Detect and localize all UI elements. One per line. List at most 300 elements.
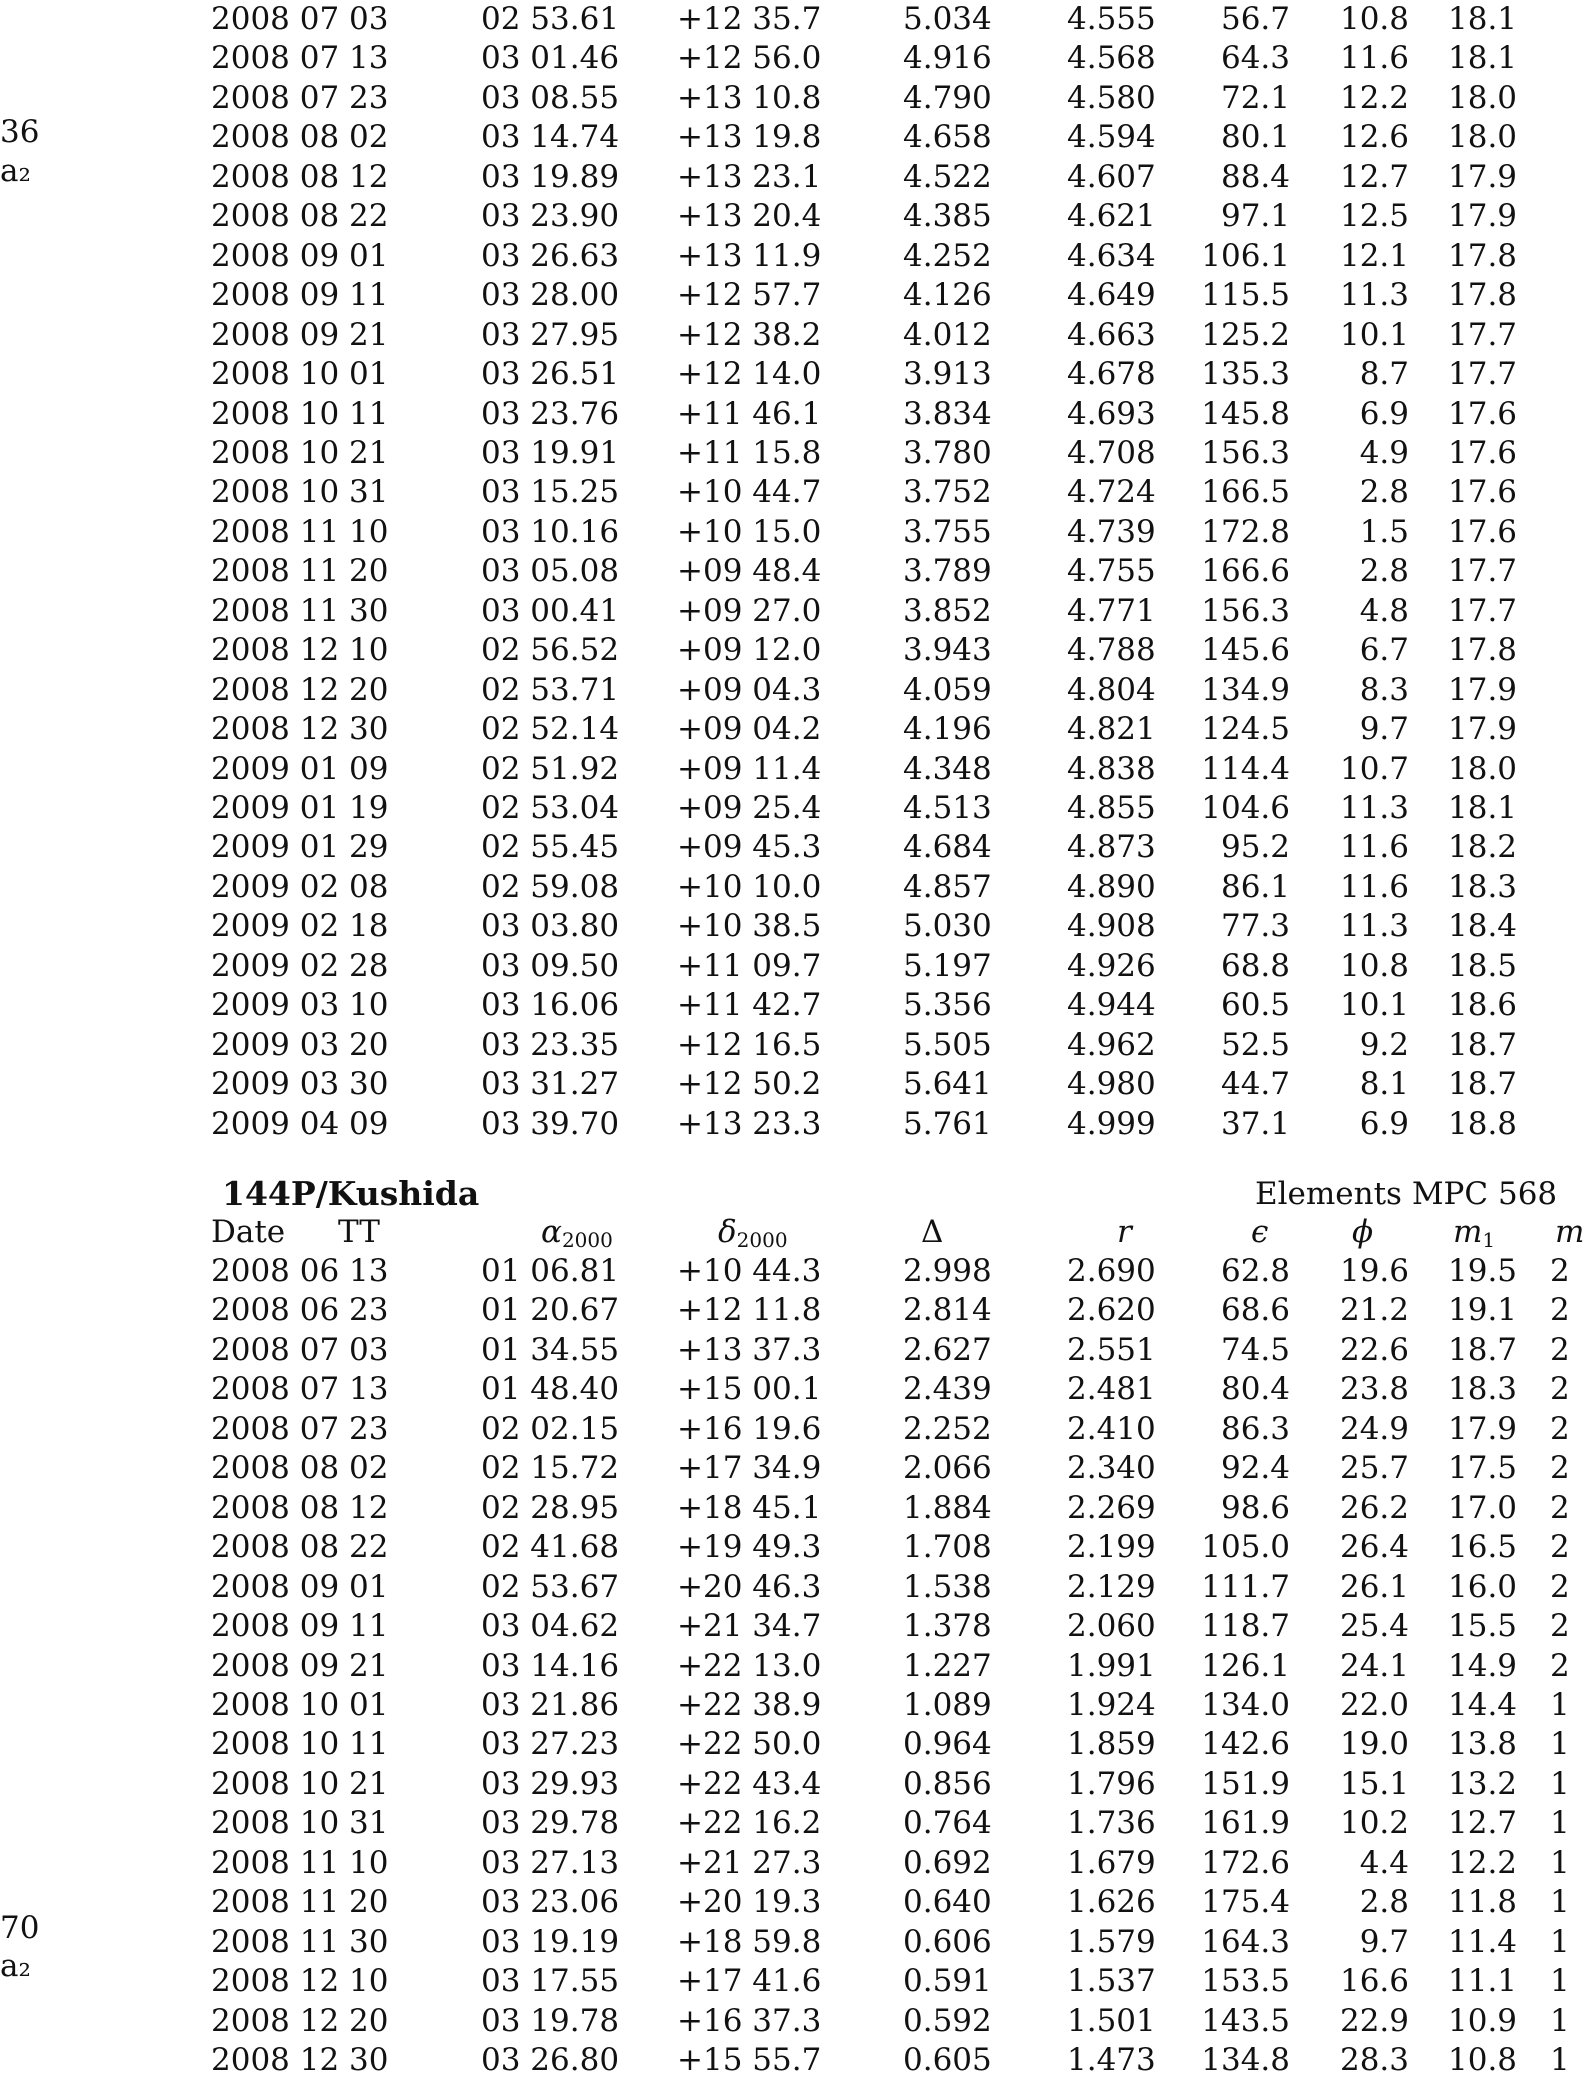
cell-elongation: 134.9 bbox=[1201, 671, 1290, 708]
cell-m1: 18.3 bbox=[1448, 1371, 1518, 1408]
cell-ra: 03 23.90 bbox=[481, 198, 620, 235]
table-row bbox=[0, 275, 1568, 315]
cell-delta: 2.066 bbox=[903, 1450, 992, 1487]
cell-dec: +11 46.1 bbox=[677, 395, 822, 432]
cell-date: 2008 09 21 bbox=[211, 316, 389, 353]
cell-r: 4.788 bbox=[1067, 632, 1156, 669]
cell-date: 2008 07 23 bbox=[211, 79, 389, 116]
cell-delta: 4.252 bbox=[903, 237, 992, 274]
table-row bbox=[0, 1488, 1568, 1528]
cell-ra: 03 19.91 bbox=[481, 434, 620, 471]
cell-elongation: 143.5 bbox=[1201, 2002, 1290, 2039]
cell-r: 1.859 bbox=[1067, 1726, 1156, 1763]
cell-ra: 03 27.23 bbox=[481, 1726, 620, 1763]
table-row bbox=[0, 78, 1568, 118]
cell-m2: 2 bbox=[1550, 1450, 1570, 1487]
cell-m1: 15.5 bbox=[1448, 1608, 1518, 1645]
cell-m1: 18.8 bbox=[1448, 1105, 1518, 1142]
cell-r: 2.410 bbox=[1067, 1410, 1156, 1447]
cell-phase: 21.2 bbox=[1339, 1292, 1409, 1329]
cell-r: 4.962 bbox=[1067, 1026, 1156, 1063]
cell-delta: 0.964 bbox=[903, 1726, 992, 1763]
cell-elongation: 134.0 bbox=[1201, 1686, 1290, 1723]
cell-r: 1.796 bbox=[1067, 1765, 1156, 1802]
cell-elongation: 98.6 bbox=[1220, 1489, 1290, 1526]
table-row bbox=[0, 1025, 1568, 1065]
cell-ra: 03 26.51 bbox=[481, 356, 620, 393]
cell-m2: 1 bbox=[1550, 2002, 1570, 2039]
cell-ra: 01 34.55 bbox=[481, 1331, 620, 1368]
cell-date: 2008 08 02 bbox=[211, 1450, 389, 1487]
cell-ra: 03 10.16 bbox=[481, 513, 620, 550]
cell-elongation: 145.8 bbox=[1201, 395, 1290, 432]
margin-note: a₂ bbox=[0, 153, 31, 189]
cell-phase: 10.2 bbox=[1339, 1805, 1409, 1842]
cell-delta: 4.658 bbox=[903, 119, 992, 156]
cell-delta: 5.034 bbox=[903, 1, 992, 37]
cell-delta: 4.348 bbox=[903, 750, 992, 787]
cell-ra: 01 20.67 bbox=[481, 1292, 620, 1329]
cell-m1: 17.9 bbox=[1448, 198, 1518, 235]
cell-dec: +13 11.9 bbox=[677, 237, 822, 274]
cell-date: 2008 10 21 bbox=[211, 434, 389, 471]
cell-delta: 1.378 bbox=[903, 1608, 992, 1645]
cell-phase: 16.6 bbox=[1339, 1963, 1409, 2000]
header-m2: m bbox=[1555, 1214, 1584, 1250]
cell-ra: 03 21.86 bbox=[481, 1686, 620, 1723]
table-row bbox=[0, 1104, 1568, 1144]
cell-ra: 03 15.25 bbox=[481, 474, 620, 511]
cell-delta: 4.012 bbox=[903, 316, 992, 353]
cell-dec: +10 38.5 bbox=[677, 908, 822, 945]
cell-ra: 03 16.06 bbox=[481, 987, 620, 1024]
cell-r: 2.481 bbox=[1067, 1371, 1156, 1408]
cell-date: 2009 03 30 bbox=[211, 1066, 389, 1103]
cell-ra: 03 00.41 bbox=[481, 592, 620, 629]
cell-delta: 3.780 bbox=[903, 434, 992, 471]
cell-dec: +16 19.6 bbox=[677, 1410, 822, 1447]
cell-elongation: 60.5 bbox=[1220, 987, 1290, 1024]
cell-date: 2009 02 18 bbox=[211, 908, 389, 945]
header-ra-symbol: α bbox=[541, 1214, 562, 1250]
cell-delta: 1.089 bbox=[903, 1686, 992, 1723]
cell-phase: 24.1 bbox=[1339, 1647, 1409, 1684]
table-row bbox=[0, 1064, 1568, 1104]
cell-m1: 18.2 bbox=[1448, 829, 1518, 866]
cell-m1: 14.9 bbox=[1448, 1647, 1518, 1684]
cell-ra: 03 05.08 bbox=[481, 553, 620, 590]
margin-note: 36 bbox=[0, 114, 40, 150]
cell-phase: 8.7 bbox=[1359, 356, 1409, 393]
table-row bbox=[0, 472, 1568, 512]
cell-m1: 13.2 bbox=[1448, 1765, 1518, 1802]
cell-elongation: 86.1 bbox=[1220, 868, 1290, 905]
cell-elongation: 37.1 bbox=[1220, 1105, 1290, 1142]
header-delta: Δ bbox=[921, 1214, 944, 1250]
cell-delta: 4.059 bbox=[903, 671, 992, 708]
cell-elongation: 142.6 bbox=[1201, 1726, 1290, 1763]
cell-ra: 03 39.70 bbox=[481, 1105, 620, 1142]
cell-r: 2.620 bbox=[1067, 1292, 1156, 1329]
cell-m1: 10.9 bbox=[1448, 2002, 1518, 2039]
table-row bbox=[0, 1290, 1568, 1330]
cell-elongation: 62.8 bbox=[1220, 1253, 1290, 1289]
cell-phase: 26.1 bbox=[1339, 1568, 1409, 1605]
cell-phase: 23.8 bbox=[1339, 1371, 1409, 1408]
cell-m1: 17.9 bbox=[1448, 158, 1518, 195]
cell-date: 2009 02 08 bbox=[211, 868, 389, 905]
cell-delta: 0.640 bbox=[903, 1884, 992, 1921]
cell-dec: +18 45.1 bbox=[677, 1489, 822, 1526]
cell-ra: 03 03.80 bbox=[481, 908, 620, 945]
cell-ra: 03 31.27 bbox=[481, 1066, 620, 1103]
cell-phase: 28.3 bbox=[1339, 2042, 1409, 2078]
cell-r: 4.634 bbox=[1067, 237, 1156, 274]
table-row bbox=[0, 1606, 1568, 1646]
cell-m2: 1 bbox=[1550, 1963, 1570, 2000]
cell-dec: +13 23.3 bbox=[677, 1105, 822, 1142]
table-row bbox=[0, 1330, 1568, 1370]
cell-date: 2008 08 12 bbox=[211, 158, 389, 195]
cell-phase: 11.3 bbox=[1339, 790, 1409, 826]
header-r: r bbox=[1117, 1214, 1132, 1250]
cell-dec: +12 16.5 bbox=[677, 1026, 822, 1063]
table-row bbox=[0, 1922, 1568, 1962]
header-dec-symbol: δ bbox=[718, 1214, 737, 1250]
cell-r: 4.926 bbox=[1067, 947, 1156, 984]
cell-date: 2008 12 10 bbox=[211, 632, 389, 669]
cell-m1: 17.8 bbox=[1448, 277, 1518, 314]
cell-m1: 17.6 bbox=[1448, 513, 1518, 550]
cell-m2: 2 bbox=[1550, 1608, 1570, 1645]
cell-elongation: 68.6 bbox=[1220, 1292, 1290, 1329]
cell-elongation: 77.3 bbox=[1220, 908, 1290, 945]
cell-phase: 10.1 bbox=[1339, 316, 1409, 353]
cell-delta: 3.789 bbox=[903, 553, 992, 590]
cell-phase: 2.8 bbox=[1359, 474, 1409, 511]
cell-elongation: 156.3 bbox=[1201, 592, 1290, 629]
cell-dec: +09 25.4 bbox=[677, 790, 822, 826]
cell-dec: +21 34.7 bbox=[677, 1608, 822, 1645]
cell-phase: 10.8 bbox=[1339, 1, 1409, 37]
cell-ra: 02 28.95 bbox=[481, 1489, 620, 1526]
cell-m1: 18.0 bbox=[1448, 750, 1518, 787]
cell-m1: 19.1 bbox=[1448, 1292, 1518, 1329]
cell-delta: 4.790 bbox=[903, 79, 992, 116]
cell-r: 1.736 bbox=[1067, 1805, 1156, 1842]
cell-r: 1.679 bbox=[1067, 1844, 1156, 1881]
table-row bbox=[0, 1567, 1568, 1607]
cell-phase: 12.7 bbox=[1339, 158, 1409, 195]
table-row bbox=[0, 38, 1568, 78]
cell-ra: 02 51.92 bbox=[481, 750, 620, 787]
cell-m1: 11.4 bbox=[1448, 1923, 1518, 1960]
cell-dec: +20 46.3 bbox=[677, 1568, 822, 1605]
table-row bbox=[0, 670, 1568, 710]
table-row bbox=[0, 749, 1568, 789]
table-row bbox=[0, 630, 1568, 670]
cell-date: 2009 01 19 bbox=[211, 790, 389, 826]
cell-dec: +09 48.4 bbox=[677, 553, 822, 590]
cell-ra: 03 29.93 bbox=[481, 1765, 620, 1802]
cell-m1: 16.5 bbox=[1448, 1529, 1518, 1566]
cell-elongation: 172.6 bbox=[1201, 1844, 1290, 1881]
cell-m1: 17.8 bbox=[1448, 237, 1518, 274]
cell-phase: 22.0 bbox=[1339, 1686, 1409, 1723]
cell-dec: +13 19.8 bbox=[677, 119, 822, 156]
cell-elongation: 166.6 bbox=[1201, 553, 1290, 590]
cell-phase: 4.8 bbox=[1359, 592, 1409, 629]
cell-delta: 5.641 bbox=[903, 1066, 992, 1103]
cell-ra: 03 19.89 bbox=[481, 158, 620, 195]
cell-delta: 2.627 bbox=[903, 1331, 992, 1368]
cell-m1: 10.8 bbox=[1448, 2042, 1518, 2078]
cell-m1: 17.6 bbox=[1448, 474, 1518, 511]
cell-r: 1.579 bbox=[1067, 1923, 1156, 1960]
cell-delta: 0.606 bbox=[903, 1923, 992, 1960]
cell-phase: 2.8 bbox=[1359, 1884, 1409, 1921]
cell-m1: 17.0 bbox=[1448, 1489, 1518, 1526]
cell-m1: 17.9 bbox=[1448, 671, 1518, 708]
table-row bbox=[0, 1764, 1568, 1804]
cell-m2: 2 bbox=[1550, 1253, 1570, 1289]
cell-delta: 3.755 bbox=[903, 513, 992, 550]
cell-ra: 03 23.06 bbox=[481, 1884, 620, 1921]
cell-m2: 2 bbox=[1550, 1410, 1570, 1447]
cell-elongation: 105.0 bbox=[1201, 1529, 1290, 1566]
header-m1-sub: 1 bbox=[1482, 1228, 1496, 1252]
cell-m1: 17.7 bbox=[1448, 553, 1518, 590]
table-row bbox=[0, 157, 1568, 197]
cell-m1: 17.5 bbox=[1448, 1450, 1518, 1487]
cell-m2: 1 bbox=[1550, 1923, 1570, 1960]
cell-r: 4.804 bbox=[1067, 671, 1156, 708]
cell-r: 4.999 bbox=[1067, 1105, 1156, 1142]
table-row bbox=[0, 551, 1568, 591]
cell-delta: 3.913 bbox=[903, 356, 992, 393]
cell-date: 2008 08 12 bbox=[211, 1489, 389, 1526]
cell-date: 2008 08 22 bbox=[211, 1529, 389, 1566]
cell-m1: 17.7 bbox=[1448, 592, 1518, 629]
cell-ra: 02 15.72 bbox=[481, 1450, 620, 1487]
cell-date: 2008 11 10 bbox=[211, 513, 389, 550]
cell-dec: +09 45.3 bbox=[677, 829, 822, 866]
cell-ra: 03 19.78 bbox=[481, 2002, 620, 2039]
cell-date: 2008 10 01 bbox=[211, 356, 389, 393]
cell-m1: 18.7 bbox=[1448, 1066, 1518, 1103]
cell-dec: +22 43.4 bbox=[677, 1765, 822, 1802]
cell-elongation: 95.2 bbox=[1220, 829, 1290, 866]
cell-r: 4.607 bbox=[1067, 158, 1156, 195]
cell-delta: 5.030 bbox=[903, 908, 992, 945]
cell-date: 2008 06 23 bbox=[211, 1292, 389, 1329]
cell-r: 1.501 bbox=[1067, 2002, 1156, 2039]
cell-date: 2008 08 22 bbox=[211, 198, 389, 235]
cell-ra: 03 23.76 bbox=[481, 395, 620, 432]
table-row bbox=[0, 1882, 1568, 1922]
table-row bbox=[0, 1843, 1568, 1883]
cell-delta: 0.591 bbox=[903, 1963, 992, 2000]
cell-ra: 03 08.55 bbox=[481, 79, 620, 116]
cell-ra: 02 41.68 bbox=[481, 1529, 620, 1566]
cell-m1: 12.2 bbox=[1448, 1844, 1518, 1881]
cell-date: 2008 10 31 bbox=[211, 474, 389, 511]
cell-dec: +12 14.0 bbox=[677, 356, 822, 393]
cell-date: 2008 11 20 bbox=[211, 553, 389, 590]
table-row bbox=[0, 394, 1568, 434]
cell-phase: 2.8 bbox=[1359, 553, 1409, 590]
cell-r: 1.626 bbox=[1067, 1884, 1156, 1921]
cell-m1: 17.9 bbox=[1448, 711, 1518, 748]
cell-elongation: 44.7 bbox=[1220, 1066, 1290, 1103]
cell-ra: 03 28.00 bbox=[481, 277, 620, 314]
header-tt: TT bbox=[338, 1214, 380, 1250]
cell-dec: +10 44.3 bbox=[677, 1253, 822, 1289]
cell-elongation: 175.4 bbox=[1201, 1884, 1290, 1921]
cell-r: 4.555 bbox=[1067, 1, 1156, 37]
cell-phase: 10.1 bbox=[1339, 987, 1409, 1024]
cell-dec: +11 09.7 bbox=[677, 947, 822, 984]
cell-m2: 2 bbox=[1550, 1529, 1570, 1566]
cell-dec: +22 38.9 bbox=[677, 1686, 822, 1723]
cell-r: 2.269 bbox=[1067, 1489, 1156, 1526]
cell-elongation: 80.1 bbox=[1220, 119, 1290, 156]
header-m1-symbol: m bbox=[1453, 1214, 1483, 1250]
cell-m2: 1 bbox=[1550, 1805, 1570, 1842]
cell-elongation: 124.5 bbox=[1201, 711, 1290, 748]
cell-m1: 17.7 bbox=[1448, 316, 1518, 353]
cell-dec: +09 11.4 bbox=[677, 750, 822, 787]
cell-delta: 2.252 bbox=[903, 1410, 992, 1447]
cell-phase: 22.6 bbox=[1339, 1331, 1409, 1368]
cell-m1: 17.8 bbox=[1448, 632, 1518, 669]
cell-elongation: 164.3 bbox=[1201, 1923, 1290, 1960]
cell-m1: 17.9 bbox=[1448, 1410, 1518, 1447]
cell-elongation: 92.4 bbox=[1220, 1450, 1290, 1487]
cell-date: 2008 12 10 bbox=[211, 1963, 389, 2000]
cell-date: 2009 03 20 bbox=[211, 1026, 389, 1063]
cell-r: 2.129 bbox=[1067, 1568, 1156, 1605]
table-row bbox=[0, 117, 1568, 157]
cell-delta: 0.764 bbox=[903, 1805, 992, 1842]
cell-r: 4.580 bbox=[1067, 79, 1156, 116]
cell-r: 4.649 bbox=[1067, 277, 1156, 314]
cell-elongation: 172.8 bbox=[1201, 513, 1290, 550]
margin-note: a₂ bbox=[0, 1948, 31, 1984]
table-row bbox=[0, 2040, 1568, 2080]
cell-date: 2008 07 03 bbox=[211, 1, 389, 37]
margin-note: 70 bbox=[0, 1910, 40, 1946]
cell-r: 4.873 bbox=[1067, 829, 1156, 866]
table-row bbox=[0, 1527, 1568, 1567]
cell-m1: 13.8 bbox=[1448, 1726, 1518, 1763]
cell-m1: 16.0 bbox=[1448, 1568, 1518, 1605]
cell-ra: 03 27.13 bbox=[481, 1844, 620, 1881]
cell-ra: 03 14.16 bbox=[481, 1647, 620, 1684]
cell-r: 4.708 bbox=[1067, 434, 1156, 471]
cell-m1: 18.1 bbox=[1448, 1, 1518, 37]
cell-phase: 10.7 bbox=[1339, 750, 1409, 787]
table-row bbox=[0, 906, 1568, 946]
cell-r: 4.821 bbox=[1067, 711, 1156, 748]
cell-elongation: 80.4 bbox=[1220, 1371, 1290, 1408]
cell-dec: +16 37.3 bbox=[677, 2002, 822, 2039]
cell-ra: 03 26.63 bbox=[481, 237, 620, 274]
cell-delta: 4.126 bbox=[903, 277, 992, 314]
cell-elongation: 64.3 bbox=[1220, 40, 1290, 77]
cell-delta: 1.538 bbox=[903, 1568, 992, 1605]
cell-elongation: 114.4 bbox=[1201, 750, 1290, 787]
cell-dec: +10 15.0 bbox=[677, 513, 822, 550]
cell-phase: 11.6 bbox=[1339, 40, 1409, 77]
cell-date: 2009 01 29 bbox=[211, 829, 389, 866]
table-row bbox=[0, 2001, 1568, 2041]
cell-elongation: 72.1 bbox=[1220, 79, 1290, 116]
cell-m2: 2 bbox=[1550, 1647, 1570, 1684]
cell-r: 4.568 bbox=[1067, 40, 1156, 77]
cell-delta: 4.522 bbox=[903, 158, 992, 195]
header-ra-sub: 2000 bbox=[561, 1228, 613, 1252]
table-row bbox=[0, 1803, 1568, 1843]
cell-delta: 3.752 bbox=[903, 474, 992, 511]
cell-ra: 03 23.35 bbox=[481, 1026, 620, 1063]
cell-phase: 9.7 bbox=[1359, 1923, 1409, 1960]
cell-delta: 0.692 bbox=[903, 1844, 992, 1881]
cell-elongation: 68.8 bbox=[1220, 947, 1290, 984]
cell-delta: 4.916 bbox=[903, 40, 992, 77]
cell-elongation: 118.7 bbox=[1201, 1608, 1290, 1645]
cell-r: 4.693 bbox=[1067, 395, 1156, 432]
cell-phase: 1.5 bbox=[1359, 513, 1409, 550]
cell-delta: 5.356 bbox=[903, 987, 992, 1024]
cell-delta: 3.852 bbox=[903, 592, 992, 629]
cell-date: 2008 12 20 bbox=[211, 2002, 389, 2039]
table-row bbox=[0, 1369, 1568, 1409]
cell-dec: +12 50.2 bbox=[677, 1066, 822, 1103]
cell-delta: 4.684 bbox=[903, 829, 992, 866]
cell-delta: 4.196 bbox=[903, 711, 992, 748]
cell-delta: 2.814 bbox=[903, 1292, 992, 1329]
cell-date: 2008 08 02 bbox=[211, 119, 389, 156]
cell-ra: 02 56.52 bbox=[481, 632, 620, 669]
cell-delta: 2.439 bbox=[903, 1371, 992, 1408]
cell-delta: 2.998 bbox=[903, 1253, 992, 1289]
cell-dec: +15 00.1 bbox=[677, 1371, 822, 1408]
cell-dec: +10 10.0 bbox=[677, 868, 822, 905]
section-title: 144P/Kushida bbox=[222, 1174, 480, 1213]
table-row bbox=[0, 196, 1568, 236]
cell-dec: +22 50.0 bbox=[677, 1726, 822, 1763]
cell-delta: 5.197 bbox=[903, 947, 992, 984]
cell-m1: 18.0 bbox=[1448, 119, 1518, 156]
cell-dec: +12 35.7 bbox=[677, 1, 822, 37]
cell-m1: 17.6 bbox=[1448, 395, 1518, 432]
cell-phase: 12.2 bbox=[1339, 79, 1409, 116]
cell-date: 2008 12 30 bbox=[211, 2042, 389, 2078]
cell-r: 4.890 bbox=[1067, 868, 1156, 905]
cell-date: 2008 06 13 bbox=[211, 1253, 389, 1289]
cell-dec: +13 10.8 bbox=[677, 79, 822, 116]
cell-m2: 2 bbox=[1550, 1489, 1570, 1526]
cell-r: 2.340 bbox=[1067, 1450, 1156, 1487]
cell-m1: 14.4 bbox=[1448, 1686, 1518, 1723]
header-date: Date bbox=[211, 1214, 286, 1250]
cell-r: 4.980 bbox=[1067, 1066, 1156, 1103]
cell-date: 2008 07 03 bbox=[211, 1331, 389, 1368]
cell-elongation: 56.7 bbox=[1220, 1, 1290, 37]
table-row bbox=[0, 867, 1568, 907]
cell-elongation: 145.6 bbox=[1201, 632, 1290, 669]
